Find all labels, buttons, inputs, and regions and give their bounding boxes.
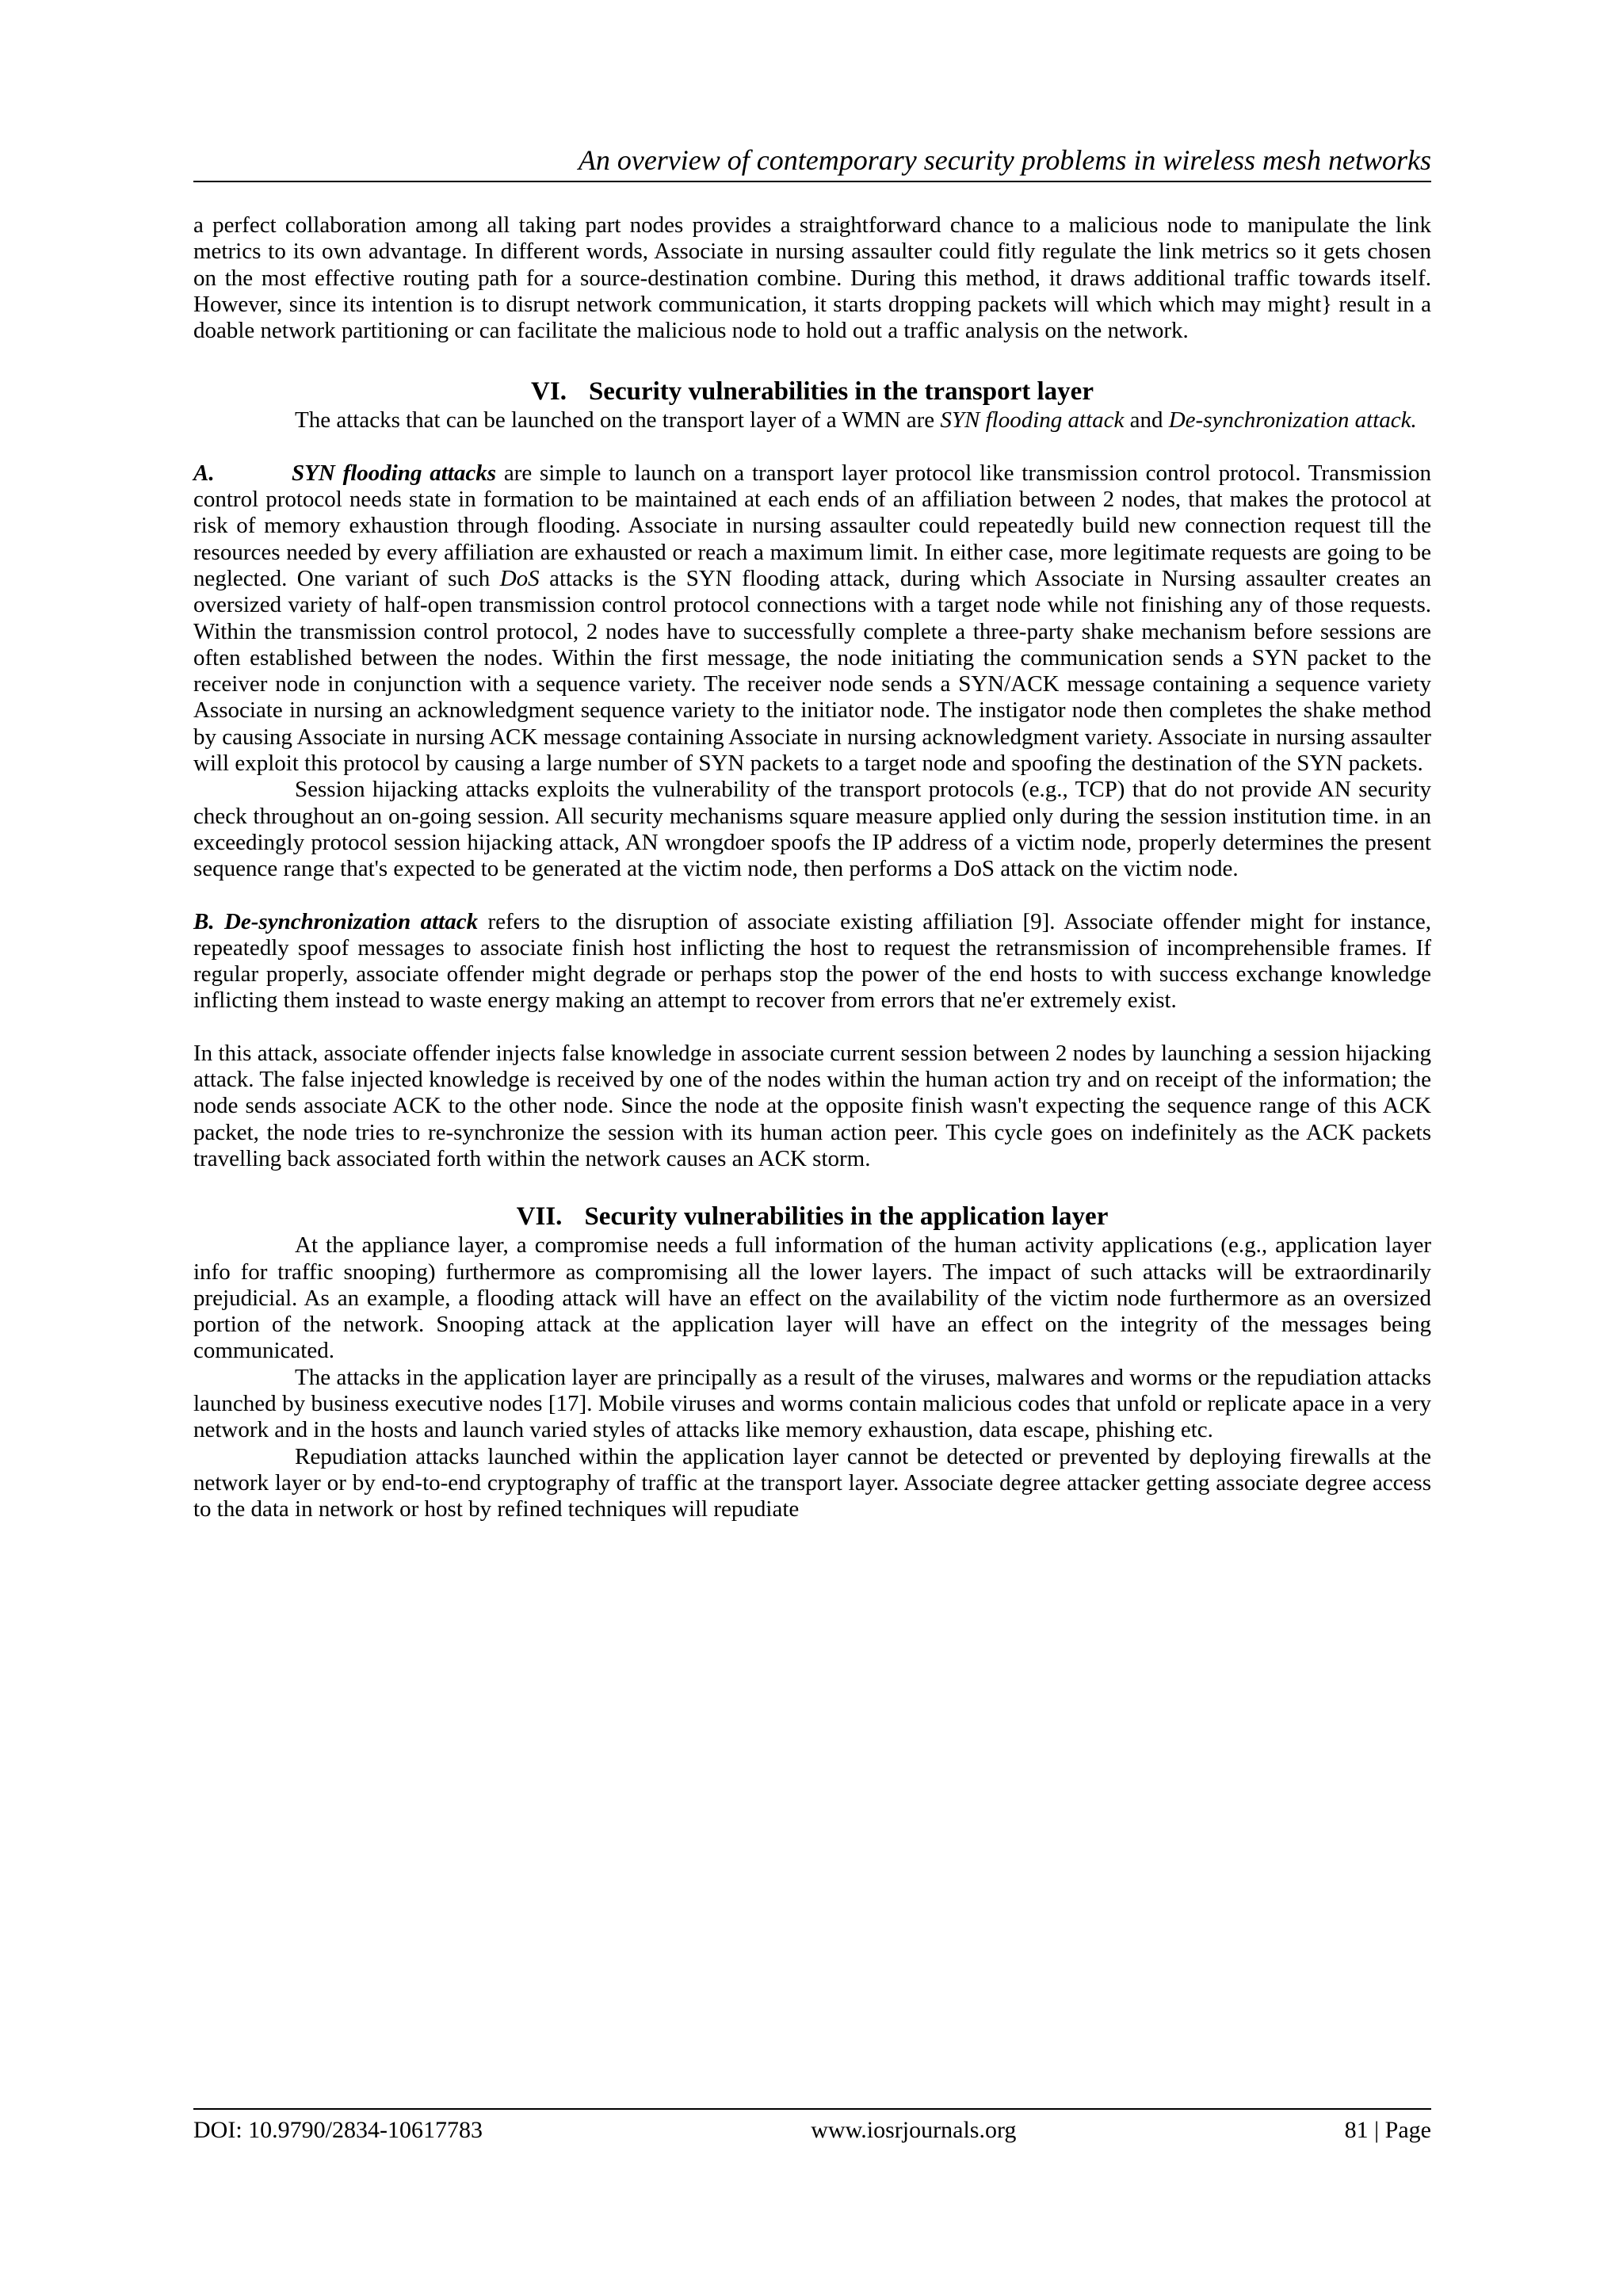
subsection-a-label: SYN flooding attacks bbox=[292, 460, 497, 486]
section-6-number: VI. bbox=[531, 377, 567, 407]
running-title: An overview of contemporary security problems in wireless mesh networks bbox=[193, 143, 1431, 182]
footer-page-number: 81 | Page bbox=[1344, 2117, 1431, 2143]
subsection-a-text: are simple to launch on a transport layer protocol like transmission control protocol. Transmission control protocol needs state in formation to be maintained at each ends of an affiliation between 2 nodes, that makes the protocol at risk of memory exhaustion through flooding. Associate in nursing assaulter could repeatedly build new connection request till the resources needed by every affiliation are exhausted or reach a maximum limit. In either case, more legitimate requests are going to be neglected. One variant of such bbox=[193, 460, 1431, 591]
footer-doi: DOI: 10.9790/2834-10617783 bbox=[193, 2117, 483, 2143]
intro-paragraph: a perfect collaboration among all taking part nodes provides a straightforward chance to a malicious node to manipulate the link metrics to its own advantage. In different words, Associate in nursing assaulter could fitly regulate the link metrics so it gets chosen on the most effective routing path for a source-destination combine. During this method, it draws additional traffic towards itself. However, since its intention is to disrupt network communication, it starts dropping packets will which which may might} result in a doable network partitioning or can facilitate the malicious node to hold out a traffic analysis on the network. bbox=[193, 212, 1431, 344]
subsection-a-paragraph bbox=[193, 460, 1431, 777]
section-6-intro-text: The attacks that can be launched on the transport layer of a WMN are bbox=[295, 407, 941, 434]
dos-term: DoS bbox=[499, 565, 540, 591]
footer-site: www.iosrjournals.org bbox=[811, 2117, 1017, 2143]
syn-flooding-term: SYN flooding attack bbox=[940, 407, 1125, 434]
page-body bbox=[193, 143, 1431, 1522]
desync-term: De-synchronization attack. bbox=[1168, 407, 1417, 434]
subsection-a-letter: A. bbox=[193, 460, 215, 486]
section-7-number: VII. bbox=[516, 1202, 563, 1232]
page-footer bbox=[193, 2108, 1431, 2146]
section-6-title: Security vulnerabilities in the transport layer bbox=[588, 377, 1094, 407]
section-7-paragraph-1: At the appliance layer, a compromise needs a full information of the human activity applications (e.g., application layer info for traffic snooping) furthermore as compromising all the lower layers. The impact of such attacks will be extraordinarily prejudicial. As an example, a flooding attack will have an effect on the availability of the victim node furthermore as an oversized portion of the network. Snooping attack at the application layer will have an effect on the integrity of the messages being communicated. bbox=[193, 1232, 1431, 1364]
subsection-b-text: refers to the disruption of associate existing affiliation [9]. Associate offender might for instance, repeatedly spoof messages to associate finish host inflicting the host to request the retransmission of incomprehensible frames. If regular properly, associate offender might degrade or perhaps stop the power of the end hosts to with success exchange knowledge inflicting them instead to waste energy making an attempt to recover from errors that ne'er extremely exist. bbox=[193, 908, 1431, 1014]
section-7-paragraph-3: Repudiation attacks launched within the application layer cannot be detected or prevented by deploying firewalls at the network layer or by end-to-end cryptography of traffic at the transport layer. Associate degree attacker getting associate degree access to the data in network or host by refined techniques will repudiate bbox=[193, 1443, 1431, 1522]
section-6-intro bbox=[193, 407, 1431, 434]
subsection-b-label: B. De-synchronization attack bbox=[193, 908, 479, 934]
section-7-paragraph-2: The attacks in the application layer are principally as a result of the viruses, malwares and worms or the repudiation attacks launched by business executive nodes [17]. Mobile viruses and worms contain malicious codes that unfold or replicate apace in a very network and in the hosts and launch varied styles of attacks like memory exhaustion, data escape, phishing etc. bbox=[193, 1364, 1431, 1443]
section-7-title: Security vulnerabilities in the application layer bbox=[584, 1202, 1109, 1232]
section-6-heading bbox=[193, 376, 1431, 407]
subsection-b-paragraph bbox=[193, 909, 1431, 1014]
ack-storm-paragraph: In this attack, associate offender injects false knowledge in associate current session between 2 nodes by launching a session hijacking attack. The false injected knowledge is received by one of the nodes within the human action try and on receipt of the information; the node sends associate ACK to the other node. Since the node at the opposite finish wasn't expecting the sequence range of this ACK packet, the node tries to re-synchronize the session with its human action peer. This cycle goes on indefinitely as the ACK packets travelling back associated forth within the network causes an ACK storm. bbox=[193, 1040, 1431, 1171]
section-6-intro-and: and bbox=[1124, 407, 1169, 434]
section-7-heading bbox=[193, 1201, 1431, 1232]
session-hijacking-paragraph: Session hijacking attacks exploits the vulnerability of the transport protocols (e.g., TCP) that do not provide AN security check throughout an on-going session. All security mechanisms square measure applied only during the session institution time. in an exceedingly protocol session hijacking attack, AN wrongdoer spoofs the IP address of a victim node, properly determines the present sequence range that's expected to be generated at the victim node, then performs a DoS attack on the victim node. bbox=[193, 777, 1431, 882]
subsection-a-text-cont: attacks is the SYN flooding attack, during which Associate in Nursing assaulter creates an oversized variety of half-open transmission control protocol connections with a target node while not finishing any of those requests. Within the transmission control protocol, 2 nodes have to successfully complete a three-party shake mechanism before sessions are often established between the nodes. Within the first message, the node initiating the communication sends a SYN packet to the receiver node in conjunction with a sequence variety. The receiver node sends a SYN/ACK message containing a sequence variety Associate in nursing an acknowledgment sequence variety to the initiator node. The instigator node then completes the shake method by causing Associate in nursing ACK message containing Associate in nursing acknowledgment variety. Associate in nursing assaulter will exploit this protocol by causing a large number of SYN packets to a target node and spoofing the destination of the SYN packets. bbox=[193, 565, 1431, 777]
